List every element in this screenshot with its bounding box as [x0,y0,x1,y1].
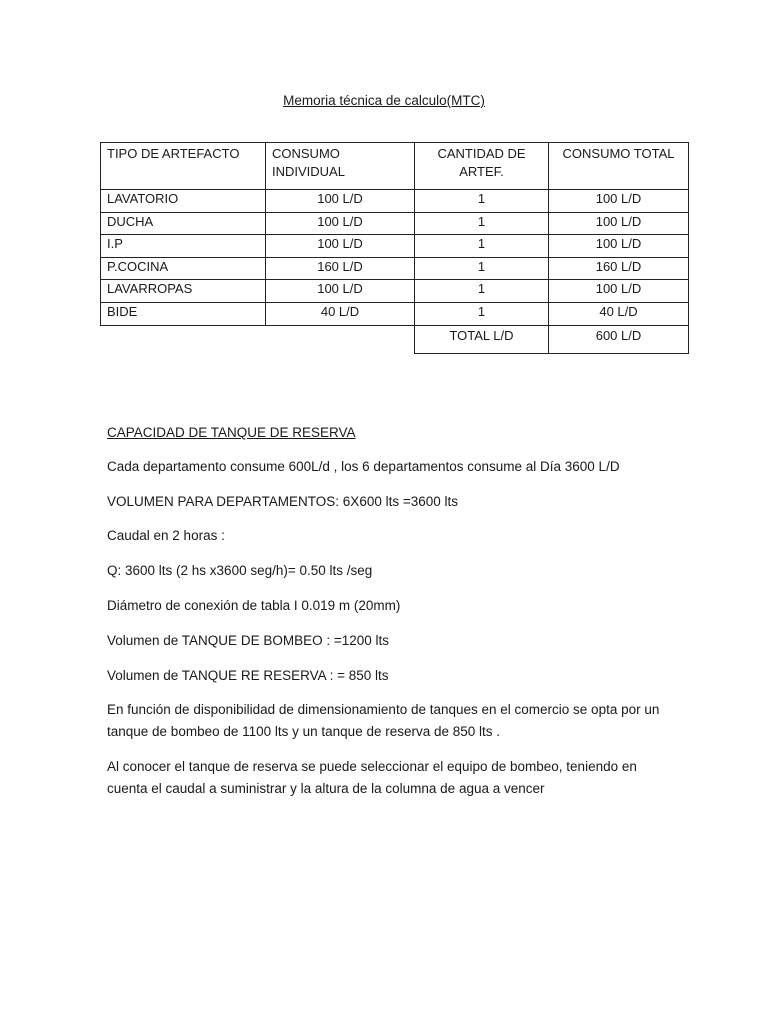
paragraph-volume: VOLUMEN PARA DEPARTAMENTOS: 6X600 lts =3600 lts [107,494,459,509]
header-cell: CONSUMO TOTAL [549,143,689,190]
header-cell: CANTIDAD DE ARTEF. [415,143,549,190]
table-cell: 100 L/D [266,280,415,303]
table-cell: P.COCINA [101,257,266,280]
table-row [101,190,689,213]
table-cell: I.P [101,235,266,258]
paragraph-diameter: Diámetro de conexión de tabla I 0.019 m (20mm) [107,598,401,613]
table-cell: 160 L/D [549,257,689,280]
table-cell: 100 L/D [549,235,689,258]
table-cell: 40 L/D [549,302,689,325]
table-row [101,302,689,325]
table-cell: 100 L/D [549,212,689,235]
table-cell: 1 [415,190,549,213]
empty-cell [266,325,415,353]
table-cell: 1 [415,257,549,280]
section-title: CAPACIDAD DE TANQUE DE RESERVA [107,425,356,440]
table-cell: DUCHA [101,212,266,235]
header-cell: TIPO DE ARTEFACTO [101,143,266,190]
table-cell: 1 [415,212,549,235]
table-cell: 100 L/D [266,235,415,258]
paragraph-pump-tank: Volumen de TANQUE DE BOMBEO : =1200 lts [107,633,389,648]
table-cell: BIDE [101,302,266,325]
table-cell: 100 L/D [549,190,689,213]
consumption-table [100,142,689,354]
table-row [101,257,689,280]
table-cell: 40 L/D [266,302,415,325]
table-cell: 100 L/D [266,212,415,235]
total-label: TOTAL L/D [415,325,549,353]
table-cell: 1 [415,235,549,258]
table-cell: 1 [415,302,549,325]
table-cell: LAVATORIO [101,190,266,213]
paragraph-tank-choice: En función de disponibilidad de dimensionamiento de tanques en el comercio se opta por un tanque de bombeo de 1100 lts y un tanque de reserva de 850 lts . [107,702,660,739]
table-row [101,212,689,235]
paragraph-flow-rate: Q: 3600 lts (2 hs x3600 seg/h)= 0.50 lts /seg [107,563,373,578]
total-value: 600 L/D [549,325,689,353]
paragraph-daily-consumption: Cada departamento consume 600L/d , los 6 departamentos consume al Día 3600 L/D [107,459,620,474]
table-cell: 100 L/D [266,190,415,213]
paragraph-flow-time: Caudal en 2 horas : [107,528,225,543]
paragraph-reserve-tank: Volumen de TANQUE RE RESERVA : = 850 lts [107,668,389,683]
table-header-row [101,143,689,190]
paragraph-pump-selection: Al conocer el tanque de reserva se puede seleccionar el equipo de bombeo, teniendo en cuenta el caudal a suministrar y la altura de la columna de agua a vencer [107,759,637,796]
page-title: Memoria técnica de calculo(MTC) [283,93,485,108]
table-cell: LAVARROPAS [101,280,266,303]
table-cell: 100 L/D [549,280,689,303]
table-row [101,280,689,303]
table-cell: 1 [415,280,549,303]
table-total-row [101,325,689,353]
empty-cell [101,325,266,353]
table-row [101,235,689,258]
header-cell: CONSUMO INDIVIDUAL [266,143,415,190]
table-cell: 160 L/D [266,257,415,280]
